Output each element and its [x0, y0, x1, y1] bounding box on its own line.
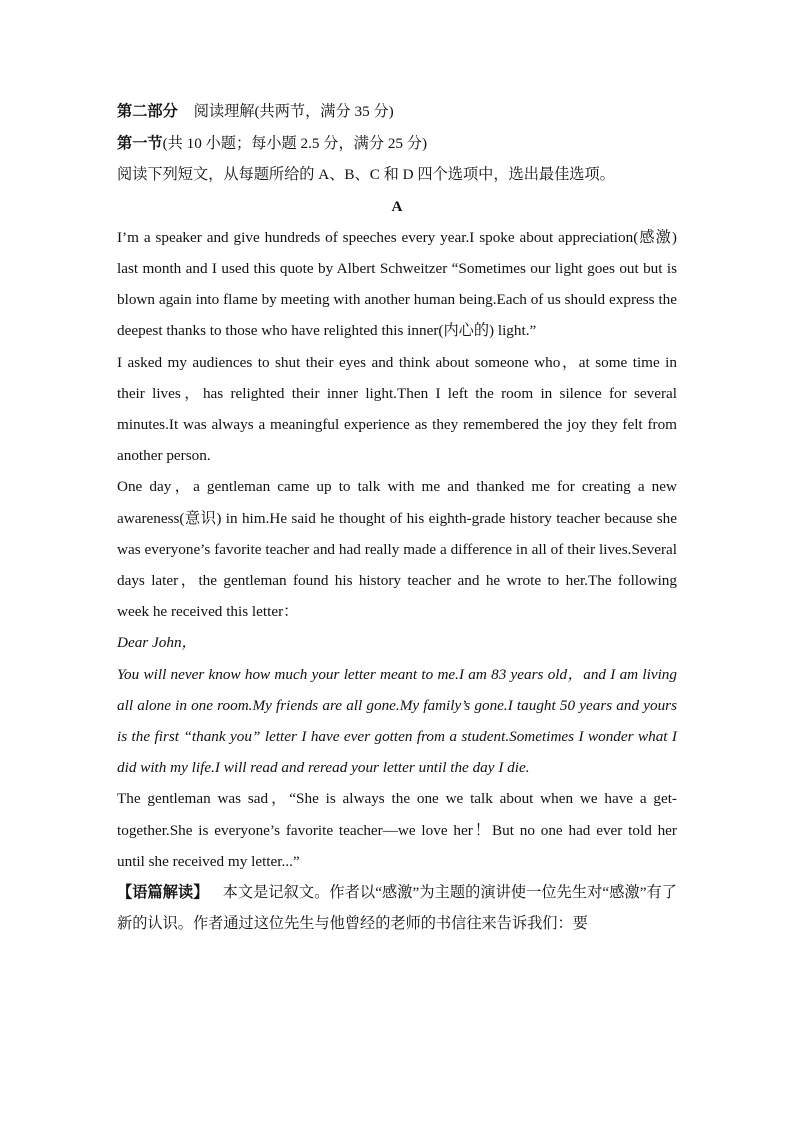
section-heading: [117, 128, 677, 160]
passage-label: A: [391, 197, 403, 215]
part-subtitle: 阅读理解(共两节，满分 35 分): [193, 103, 394, 120]
analysis-label: 【语篇解读】: [117, 883, 209, 901]
section-title: 第一节: [117, 134, 163, 152]
analysis-paragraph: [117, 877, 677, 939]
letter-body: You will never know how much your letter meant to me.I am 83 years old，and I am living all alone in one room.My friends are all gone.My family’s gone.I taught 50 years and yours is the first “thank you” letter I have ever gotten from a student.Sometimes I wonder what I did with my life.I will read and reread your letter until the day I die.: [117, 665, 677, 777]
analysis-text: 本文是记叙文。作者以“感激”为主题的演讲使一位先生对“感激”有了新的认识。作者通过这位先生与他曾经的老师的书信往来告诉我们：要: [117, 883, 677, 933]
closing-paragraph: The gentleman was sad，“She is always the one we talk about when we have a get-together.She is everyone’s favorite teacher—we love her！But no one had ever told her until she received my letter...”: [117, 790, 677, 870]
paragraph-2: I asked my audiences to shut their eyes and think about someone who，at some time in their lives，has relighted their inner light.Then I left the room in silence for several minutes.It was always a meaningful experience as they remembered the joy they felt from another person.: [117, 353, 677, 465]
section-subtitle: (共 10 小题；每小题 2.5 分，满分 25 分): [162, 134, 428, 152]
paragraph-3: One day，a gentleman came up to talk with me and thanked me for creating a new awareness(意识) in him.He said he thought of his eighth-grade history teacher because she was everyone’s favorite teacher and had really made a difference in all of their lives.Several days later，the gentleman found his history teacher and he wrote to her.The following week he received this letter：: [117, 478, 677, 621]
paragraph-1: I’m a speaker and give hundreds of speeches every year.I spoke about appreciation(感激) last month and I used this quote by Albert Schweitzer “Sometimes our light goes out but is blown again into flame by meeting with another human being.Each of us should express the deepest thanks to those who have relighted this inner(内心的) light.”: [117, 228, 677, 340]
letter-greeting: Dear John，: [117, 634, 197, 652]
instruction-text: 阅读下列短文，从每题所给的 A、B、C 和 D 四个选项中，选出最佳选项。: [117, 166, 615, 183]
part-title: 第二部分: [117, 103, 178, 120]
part-heading: [117, 96, 677, 128]
document-page: [117, 96, 677, 939]
